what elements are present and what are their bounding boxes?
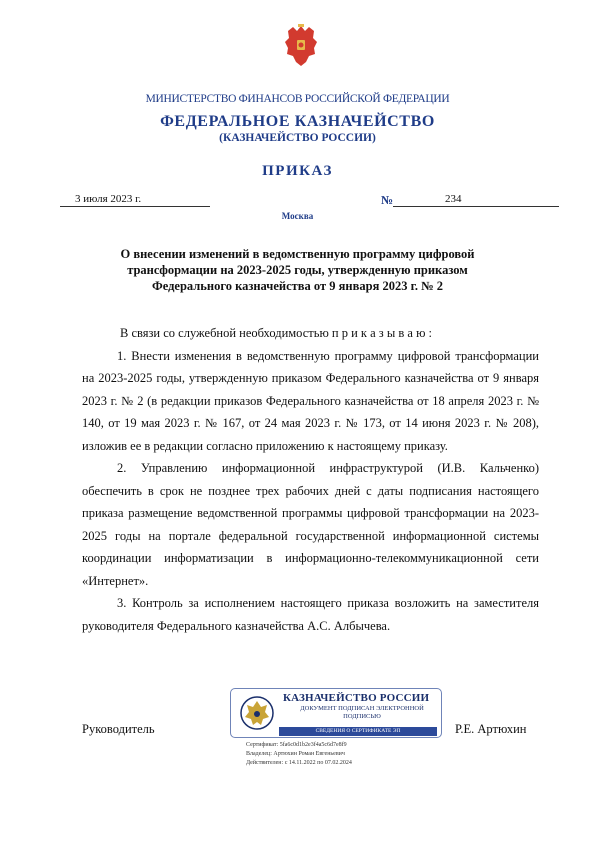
order-number: 234 (393, 193, 559, 207)
signer-position: Руководитель (82, 722, 155, 736)
order-city: Москва (281, 211, 314, 221)
order-item-2: 2. Управлению информационной инфраструктурой (И.В. Кальченко) обеспечить в срок не позднее трех рабочих дней с даты подписания настоящего приказа размещение ведомственной программы цифровой трансформации на 2023-2025 годы на портале федеральной государственной информационной системы координации информатизации в информационно-телекоммуникационной сети «Интернет». (82, 461, 539, 588)
order-title-line: О внесении изменений в ведомственную программу цифровой (120, 247, 475, 261)
number-sign: № (381, 193, 394, 207)
stamp-title: КАЗНАЧЕЙСТВО РОССИИ (283, 692, 430, 704)
order-title-line: Федерального казначейства от 9 января 2023 г. № 2 (151, 279, 444, 293)
ministry-name: МИНИСТЕРСТВО ФИНАНСОВ РОССИЙСКОЙ ФЕДЕРАЦИИ (145, 93, 450, 105)
treasury-emblem-icon (239, 695, 275, 731)
order-item-3: 3. Контроль за исполнением настоящего приказа возложить на заместителя руководителя Федерального казначейства А.С. Албычева. (82, 596, 539, 633)
stamp-frame (230, 688, 442, 738)
stamp-owner: Владелец: Артюхин Роман Евгеньевич (246, 751, 345, 757)
document-type: ПРИКАЗ (262, 163, 333, 179)
agency-name: ФЕДЕРАЛЬНОЕ КАЗНАЧЕЙСТВО (160, 113, 435, 130)
agency-short-name: (КАЗНАЧЕЙСТВО РОССИИ) (219, 132, 376, 144)
stamp-validity: Действителен: с 14.11.2022 по 07.02.2024 (246, 760, 352, 766)
order-date: 3 июля 2023 г. (60, 193, 210, 207)
order-title (0, 246, 595, 294)
order-item-1: 1. Внести изменения в ведомственную программу цифровой трансформации на 2023-2025 годы, утвержденную приказом Федерального казначейства от 9 января 2023 г. № 2 (в редакции приказов Федерального казначейства от 18 апреля 2023 г. № 140, от 19 мая 2023 г. № 167, от 24 мая 2023 г. № 173, от 14 июня 2023 г. № 208), изложив ее в редакции согласно приложению к настоящему приказу. (82, 348, 539, 453)
coat-of-arms-icon (281, 22, 321, 70)
order-title-line: трансформации на 2023-2025 годы, утвержденную приказом (127, 263, 468, 277)
stamp-subtitle: ДОКУМЕНТ ПОДПИСАН ЭЛЕКТРОННОЙ ПОДПИСЬЮ (300, 705, 424, 720)
stamp-certificate: Сертификат: 5fa6c0d1b2e3f4a5c6d7e8f9 (246, 742, 347, 748)
order-intro: В связи со служебной необходимостью п р и к а з ы в а ю : (120, 326, 433, 340)
signer-name: Р.Е. Артюхин (455, 722, 527, 736)
electronic-signature-stamp (230, 688, 442, 772)
stamp-certificate-band: СВЕДЕНИЯ О СЕРТИФИКАТЕ ЭП (279, 727, 437, 736)
order-body (82, 322, 539, 637)
